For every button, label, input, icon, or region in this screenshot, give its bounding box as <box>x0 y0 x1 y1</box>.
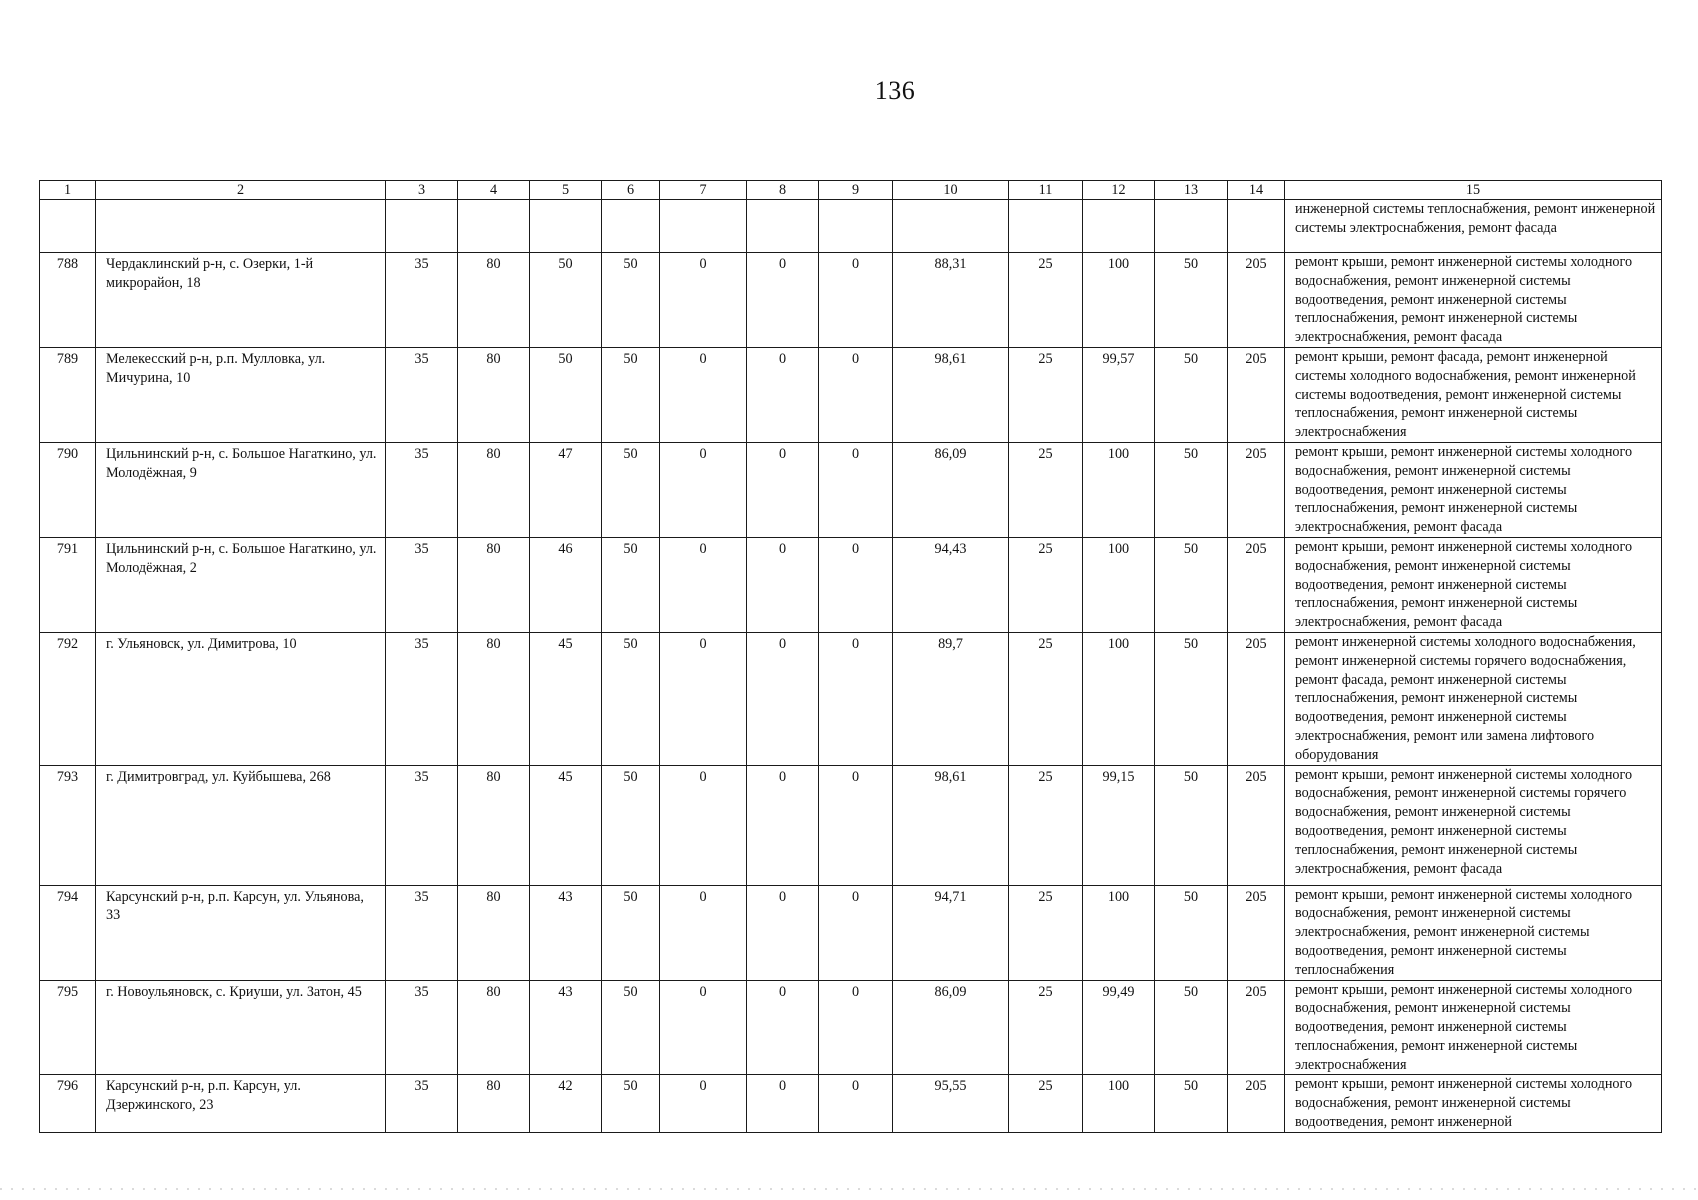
value-cell: 43 <box>530 980 602 1075</box>
value-cell: 25 <box>1009 885 1083 980</box>
value-cell: 35 <box>386 632 458 765</box>
address-cell: Карсунский р-н, р.п. Карсун, ул. Ульянова, 33 <box>96 885 386 980</box>
value-cell <box>819 200 893 253</box>
value-cell: 50 <box>1155 253 1228 348</box>
row-number-cell: 788 <box>40 253 96 348</box>
column-header: 9 <box>819 181 893 200</box>
value-cell: 205 <box>1228 980 1285 1075</box>
column-header: 6 <box>602 181 660 200</box>
works-description-cell: ремонт крыши, ремонт инженерной системы холодного водоснабжения, ремонт инженерной системы электроснабжения, ремонт инженерной системы водоотведения, ремонт инженерной системы теплоснабжения <box>1285 885 1662 980</box>
value-cell: 35 <box>386 253 458 348</box>
value-cell <box>1155 200 1228 253</box>
value-cell: 42 <box>530 1075 602 1132</box>
row-number-cell: 790 <box>40 442 96 537</box>
address-cell: г. Димитровград, ул. Куйбышева, 268 <box>96 765 386 885</box>
page-number: 136 <box>874 76 916 105</box>
value-cell: 86,09 <box>893 980 1009 1075</box>
value-cell: 0 <box>819 253 893 348</box>
value-cell: 99,49 <box>1083 980 1155 1075</box>
value-cell: 205 <box>1228 885 1285 980</box>
value-cell: 50 <box>602 442 660 537</box>
value-cell: 100 <box>1083 537 1155 632</box>
value-cell: 0 <box>747 885 819 980</box>
value-cell: 25 <box>1009 347 1083 442</box>
repair-program-table <box>39 180 1662 1133</box>
address-cell: Цильнинский р-н, с. Большое Нагаткино, ул. Молодёжная, 9 <box>96 442 386 537</box>
value-cell <box>1009 200 1083 253</box>
value-cell: 35 <box>386 765 458 885</box>
value-cell: 50 <box>1155 537 1228 632</box>
value-cell: 0 <box>660 253 747 348</box>
value-cell: 98,61 <box>893 347 1009 442</box>
value-cell: 46 <box>530 537 602 632</box>
value-cell: 205 <box>1228 347 1285 442</box>
value-cell: 50 <box>602 347 660 442</box>
value-cell: 0 <box>819 1075 893 1132</box>
value-cell <box>893 200 1009 253</box>
value-cell: 205 <box>1228 253 1285 348</box>
value-cell: 0 <box>747 537 819 632</box>
value-cell: 205 <box>1228 442 1285 537</box>
table-row <box>40 885 1662 980</box>
row-number-cell: 794 <box>40 885 96 980</box>
value-cell: 50 <box>1155 980 1228 1075</box>
value-cell: 95,55 <box>893 1075 1009 1132</box>
works-description-cell: ремонт крыши, ремонт инженерной системы холодного водоснабжения, ремонт инженерной системы горячего водоснабжения, ремонт инженерной системы водоотведения, ремонт инженерной системы теплоснабжения, ремонт инженерной системы электроснабжения, ремонт фасада <box>1285 765 1662 885</box>
value-cell: 98,61 <box>893 765 1009 885</box>
address-cell: Мелекесский р-н, р.п. Мулловка, ул. Мичурина, 10 <box>96 347 386 442</box>
table-row <box>40 200 1662 253</box>
value-cell: 100 <box>1083 1075 1155 1132</box>
value-cell: 35 <box>386 1075 458 1132</box>
value-cell: 50 <box>602 1075 660 1132</box>
value-cell: 0 <box>747 980 819 1075</box>
address-cell: Карсунский р-н, р.п. Карсун, ул. Дзержинского, 23 <box>96 1075 386 1132</box>
value-cell: 35 <box>386 980 458 1075</box>
value-cell: 0 <box>660 347 747 442</box>
value-cell: 35 <box>386 537 458 632</box>
value-cell: 25 <box>1009 537 1083 632</box>
value-cell: 0 <box>819 980 893 1075</box>
column-header: 8 <box>747 181 819 200</box>
value-cell: 0 <box>660 537 747 632</box>
column-header: 11 <box>1009 181 1083 200</box>
value-cell: 100 <box>1083 885 1155 980</box>
value-cell: 80 <box>458 885 530 980</box>
row-number-cell: 795 <box>40 980 96 1075</box>
column-header: 1 <box>40 181 96 200</box>
value-cell <box>660 200 747 253</box>
value-cell: 0 <box>747 253 819 348</box>
value-cell: 35 <box>386 442 458 537</box>
value-cell: 50 <box>530 347 602 442</box>
value-cell: 100 <box>1083 253 1155 348</box>
value-cell <box>1083 200 1155 253</box>
address-cell <box>96 200 386 253</box>
table-header-row <box>40 181 1662 200</box>
value-cell: 86,09 <box>893 442 1009 537</box>
column-header: 4 <box>458 181 530 200</box>
value-cell: 0 <box>747 347 819 442</box>
value-cell: 0 <box>660 632 747 765</box>
value-cell <box>530 200 602 253</box>
value-cell: 45 <box>530 632 602 765</box>
value-cell: 89,7 <box>893 632 1009 765</box>
value-cell: 205 <box>1228 632 1285 765</box>
column-header: 7 <box>660 181 747 200</box>
value-cell: 25 <box>1009 253 1083 348</box>
value-cell: 50 <box>1155 1075 1228 1132</box>
value-cell: 47 <box>530 442 602 537</box>
value-cell: 50 <box>1155 885 1228 980</box>
row-number-cell <box>40 200 96 253</box>
address-cell: Чердаклинский р-н, с. Озерки, 1-й микрорайон, 18 <box>96 253 386 348</box>
table-header <box>40 181 1662 200</box>
works-description-cell: ремонт крыши, ремонт инженерной системы холодного водоснабжения, ремонт инженерной системы водоотведения, ремонт инженерной системы теплоснабжения, ремонт инженерной системы электроснабжения, ремонт фасада <box>1285 253 1662 348</box>
column-header: 13 <box>1155 181 1228 200</box>
value-cell: 50 <box>1155 442 1228 537</box>
value-cell: 94,43 <box>893 537 1009 632</box>
value-cell: 50 <box>602 632 660 765</box>
value-cell: 0 <box>747 1075 819 1132</box>
value-cell: 25 <box>1009 442 1083 537</box>
value-cell: 80 <box>458 632 530 765</box>
value-cell: 100 <box>1083 442 1155 537</box>
table-row <box>40 253 1662 348</box>
value-cell: 25 <box>1009 980 1083 1075</box>
value-cell: 80 <box>458 980 530 1075</box>
table-body <box>40 200 1662 1133</box>
value-cell: 0 <box>747 442 819 537</box>
works-description-cell: ремонт крыши, ремонт инженерной системы холодного водоснабжения, ремонт инженерной системы водоотведения, ремонт инженерной <box>1285 1075 1662 1132</box>
value-cell: 0 <box>660 1075 747 1132</box>
row-number-cell: 789 <box>40 347 96 442</box>
table-row <box>40 980 1662 1075</box>
works-description-cell: ремонт крыши, ремонт инженерной системы холодного водоснабжения, ремонт инженерной системы водоотведения, ремонт инженерной системы теплоснабжения, ремонт инженерной системы электроснабжения, ремонт фасада <box>1285 442 1662 537</box>
scan-artifact-line <box>0 1188 1698 1190</box>
value-cell: 80 <box>458 1075 530 1132</box>
value-cell: 43 <box>530 885 602 980</box>
value-cell: 50 <box>602 537 660 632</box>
column-header: 15 <box>1285 181 1662 200</box>
column-header: 14 <box>1228 181 1285 200</box>
table-row <box>40 347 1662 442</box>
value-cell: 50 <box>1155 765 1228 885</box>
table-row <box>40 1075 1662 1132</box>
value-cell: 0 <box>819 885 893 980</box>
value-cell <box>747 200 819 253</box>
works-description-cell: ремонт инженерной системы холодного водоснабжения, ремонт инженерной системы горячего водоснабжения, ремонт фасада, ремонт инженерной системы теплоснабжения, ремонт инженерной системы водоотведения, ремонт инженерной системы электроснабжения, ремонт или замена лифтового оборудования <box>1285 632 1662 765</box>
column-header: 3 <box>386 181 458 200</box>
value-cell: 99,57 <box>1083 347 1155 442</box>
value-cell: 205 <box>1228 765 1285 885</box>
value-cell: 205 <box>1228 1075 1285 1132</box>
value-cell: 50 <box>530 253 602 348</box>
value-cell: 0 <box>660 442 747 537</box>
address-cell: г. Новоульяновск, с. Криуши, ул. Затон, 45 <box>96 980 386 1075</box>
value-cell: 50 <box>602 885 660 980</box>
value-cell: 0 <box>819 442 893 537</box>
value-cell: 35 <box>386 885 458 980</box>
value-cell: 50 <box>602 980 660 1075</box>
value-cell: 0 <box>747 765 819 885</box>
value-cell: 25 <box>1009 765 1083 885</box>
table-row <box>40 632 1662 765</box>
value-cell: 50 <box>602 765 660 885</box>
value-cell: 205 <box>1228 537 1285 632</box>
works-description-cell: инженерной системы теплоснабжения, ремонт инженерной системы электроснабжения, ремонт фасада <box>1285 200 1662 253</box>
works-description-cell: ремонт крыши, ремонт инженерной системы холодного водоснабжения, ремонт инженерной системы водоотведения, ремонт инженерной системы теплоснабжения, ремонт инженерной системы электроснабжения <box>1285 980 1662 1075</box>
column-header: 2 <box>96 181 386 200</box>
value-cell: 0 <box>660 765 747 885</box>
value-cell <box>386 200 458 253</box>
table-row <box>40 537 1662 632</box>
value-cell <box>1228 200 1285 253</box>
works-description-cell: ремонт крыши, ремонт фасада, ремонт инженерной системы холодного водоснабжения, ремонт инженерной системы водоотведения, ремонт инженерной системы теплоснабжения, ремонт инженерной системы электроснабжения <box>1285 347 1662 442</box>
value-cell: 50 <box>1155 632 1228 765</box>
row-number-cell: 796 <box>40 1075 96 1132</box>
column-header: 10 <box>893 181 1009 200</box>
value-cell: 80 <box>458 442 530 537</box>
table-row <box>40 442 1662 537</box>
value-cell: 0 <box>819 765 893 885</box>
row-number-cell: 793 <box>40 765 96 885</box>
value-cell: 0 <box>747 632 819 765</box>
value-cell <box>458 200 530 253</box>
value-cell <box>602 200 660 253</box>
value-cell: 80 <box>458 253 530 348</box>
value-cell: 25 <box>1009 1075 1083 1132</box>
column-header: 5 <box>530 181 602 200</box>
value-cell: 80 <box>458 765 530 885</box>
address-cell: Цильнинский р-н, с. Большое Нагаткино, ул. Молодёжная, 2 <box>96 537 386 632</box>
value-cell: 0 <box>660 980 747 1075</box>
row-number-cell: 792 <box>40 632 96 765</box>
row-number-cell: 791 <box>40 537 96 632</box>
value-cell: 50 <box>1155 347 1228 442</box>
value-cell: 25 <box>1009 632 1083 765</box>
value-cell: 0 <box>660 885 747 980</box>
works-description-cell: ремонт крыши, ремонт инженерной системы холодного водоснабжения, ремонт инженерной системы водоотведения, ремонт инженерной системы теплоснабжения, ремонт инженерной системы электроснабжения, ремонт фасада <box>1285 537 1662 632</box>
value-cell: 100 <box>1083 632 1155 765</box>
column-header: 12 <box>1083 181 1155 200</box>
value-cell: 45 <box>530 765 602 885</box>
value-cell: 88,31 <box>893 253 1009 348</box>
value-cell: 80 <box>458 537 530 632</box>
value-cell: 0 <box>819 632 893 765</box>
address-cell: г. Ульяновск, ул. Димитрова, 10 <box>96 632 386 765</box>
value-cell: 80 <box>458 347 530 442</box>
value-cell: 0 <box>819 347 893 442</box>
value-cell: 94,71 <box>893 885 1009 980</box>
value-cell: 35 <box>386 347 458 442</box>
value-cell: 99,15 <box>1083 765 1155 885</box>
value-cell: 0 <box>819 537 893 632</box>
value-cell: 50 <box>602 253 660 348</box>
table-row <box>40 765 1662 885</box>
